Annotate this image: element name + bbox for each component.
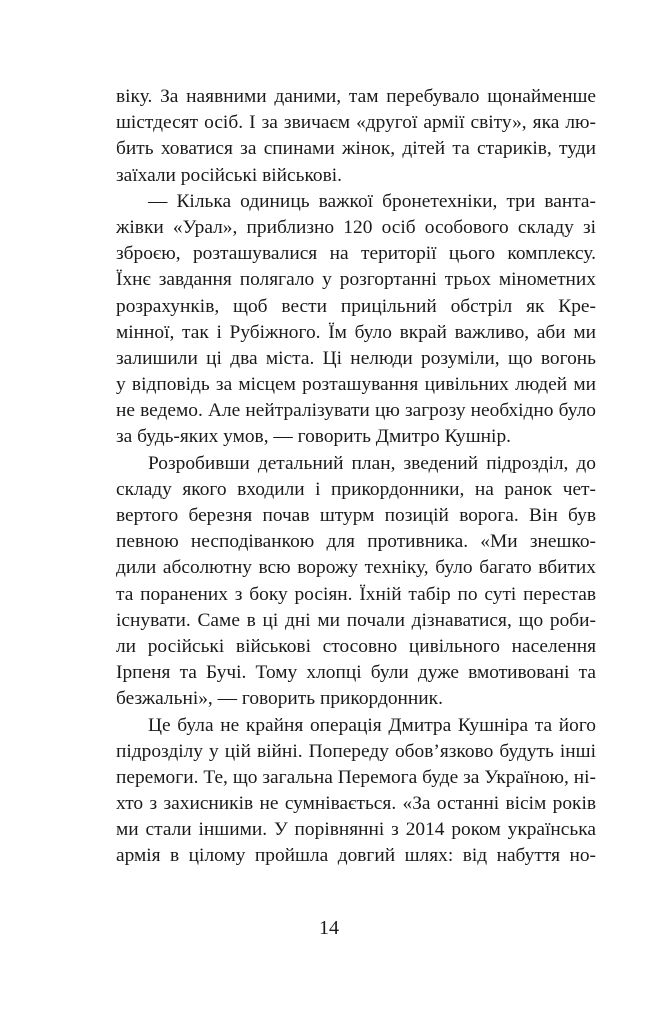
text-line: — Кілька одиниць важкої бронетехніки, три ванта- <box>148 190 596 212</box>
paragraph <box>116 713 596 870</box>
text-line: ли російські військові стосовно цивільного населення <box>116 635 596 657</box>
text-line: безжальні», — говорить прикордонник. <box>116 688 443 710</box>
book-page-text <box>116 84 596 870</box>
text-line: мінної, так і Рубіжного. Їм було вкрай важливо, аби ми <box>116 321 596 343</box>
paragraph <box>116 84 596 189</box>
text-line: у відповідь за місцем розташування цивільних людей ми <box>116 374 596 396</box>
paragraph <box>116 189 596 451</box>
text-line: Їхнє завдання полягало у розгортанні трьох мінометних <box>116 269 596 291</box>
text-line: складу якого входили і прикордонники, на ранок чет- <box>116 478 596 500</box>
text-line: Це була не крайня операція Дмитра Кушніра та його <box>148 714 596 736</box>
text-line: ми стали іншими. У порівнянні з 2014 роком українська <box>116 819 596 841</box>
text-line: певною несподіванкою для противника. «Ми знешко- <box>116 531 596 553</box>
text-line: за будь-яких умов, — говорить Дмитро Кушнір. <box>116 426 511 448</box>
text-line: жівки «Урал», приблизно 120 осіб особового складу зі <box>116 216 596 238</box>
text-line: шістдесят осіб. І за звичаєм «другої армії світу», яка лю- <box>116 112 596 134</box>
text-line: Розробивши детальний план, зведений підрозділ, до <box>148 452 596 474</box>
text-line: залишили ці два міста. Ці нелюди розуміли, що вогонь <box>116 347 596 369</box>
text-line: та поранених з боку росіян. Їхній табір по суті перестав <box>116 583 596 605</box>
text-line: вертого березня почав штурм позицій ворога. Він був <box>116 505 596 526</box>
text-line: перемоги. Те, що загальна Перемога буде за Україною, ні- <box>116 766 596 788</box>
text-line: підрозділу у цій війні. Попереду обов’язково будуть інші <box>116 740 596 762</box>
text-line: існувати. Саме в ці дні ми почали дізнаватися, що роби- <box>116 609 596 631</box>
text-line: не ведемо. Але нейтралізувати цю загрозу необхідно було <box>116 400 596 422</box>
text-line: розрахунків, щоб вести прицільний обстріл як Кре- <box>116 295 596 317</box>
text-line: дили абсолютну всю ворожу техніку, було багато вбитих <box>116 557 596 579</box>
text-line: заїхали російські військові. <box>116 164 343 186</box>
text-line: армія в цілому пройшла довгий шлях: від набуття но- <box>116 845 596 867</box>
text-line: Ірпеня та Бучі. Тому хлопці були дуже вмотивовані та <box>116 662 596 684</box>
text-line: зброєю, розташувалися на території цього комплексу. <box>116 243 596 265</box>
text-line: бить ховатися за спинами жінок, дітей та стариків, туди <box>116 138 596 160</box>
paragraph <box>116 451 596 713</box>
text-line: хто з захисників не сумнівається. «За останні вісім років <box>116 793 596 815</box>
page-number: 14 <box>319 917 339 939</box>
text-line: віку. За наявними даними, там перебувало щонайменше <box>116 86 596 107</box>
